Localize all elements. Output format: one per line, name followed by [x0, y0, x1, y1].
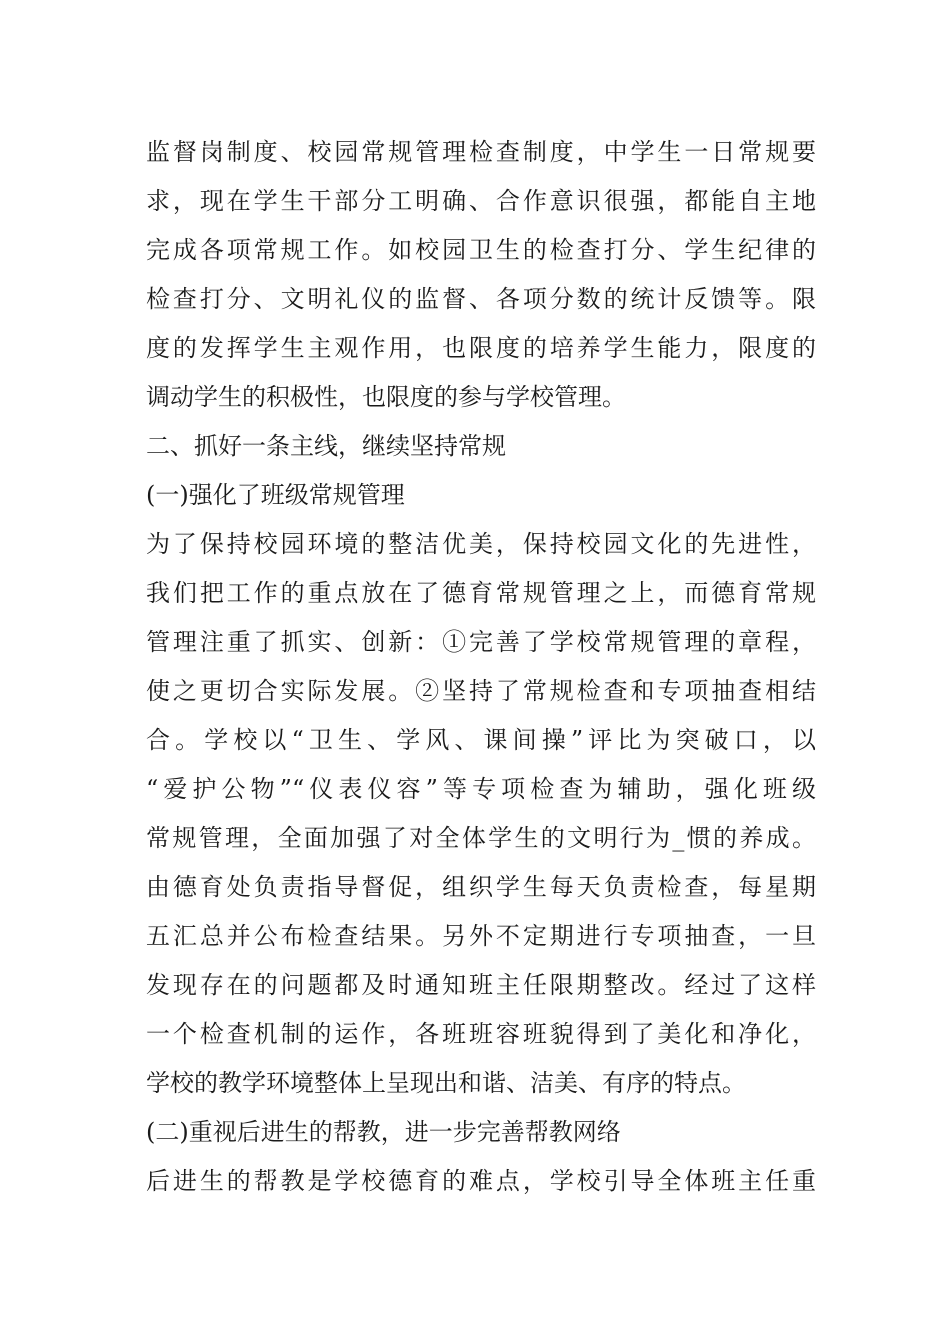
body-line: 后进生的帮教是学校德育的难点，学校引导全体班主任重 [146, 1167, 816, 1195]
body-line: 合。学校以“卫生、学风、课间操”评比为突破口，以 [146, 726, 816, 754]
body-line: 监督岗制度、校园常规管理检查制度，中学生一日常规要 [146, 138, 816, 166]
section-heading: 二、抓好一条主线，继续坚持常规 [146, 432, 506, 460]
subsection-heading: (一)强化了班级常规管理 [146, 481, 405, 509]
body-line: 调动学生的积极性，也限度的参与学校管理。 [146, 383, 626, 411]
body-line: 管理注重了抓实、创新：①完善了学校常规管理的章程， [146, 628, 816, 656]
subsection-heading: (二)重视后进生的帮教，进一步完善帮教网络 [146, 1118, 621, 1146]
body-line: 一个检查机制的运作，各班班容班貌得到了美化和净化， [146, 1020, 816, 1048]
body-line: 检查打分、文明礼仪的监督、各项分数的统计反馈等。限 [146, 285, 816, 313]
body-line: 学校的教学环境整体上呈现出和谐、洁美、有序的特点。 [146, 1069, 746, 1097]
body-line: 为了保持校园环境的整洁优美，保持校园文化的先进性， [146, 530, 816, 558]
body-line: 常规管理，全面加强了对全体学生的文明行为_惯的养成。 [146, 824, 816, 852]
body-line: 求，现在学生干部分工明确、合作意识很强，都能自主地 [146, 187, 816, 215]
body-line: 使之更切合实际发展。②坚持了常规检查和专项抽查相结 [146, 677, 816, 705]
body-line: 完成各项常规工作。如校园卫生的检查打分、学生纪律的 [146, 236, 816, 264]
body-line: 由德育处负责指导督促，组织学生每天负责检查，每星期 [146, 873, 816, 901]
document-body [146, 128, 816, 1206]
body-line: 我们把工作的重点放在了德育常规管理之上，而德育常规 [146, 579, 816, 607]
body-line: 发现存在的问题都及时通知班主任限期整改。经过了这样 [146, 971, 816, 999]
body-line: 度的发挥学生主观作用，也限度的培养学生能力，限度的 [146, 334, 816, 362]
body-line: 五汇总并公布检查结果。另外不定期进行专项抽查，一旦 [146, 922, 816, 950]
body-line: “爱护公物”“仪表仪容”等专项检查为辅助，强化班级 [146, 775, 816, 803]
